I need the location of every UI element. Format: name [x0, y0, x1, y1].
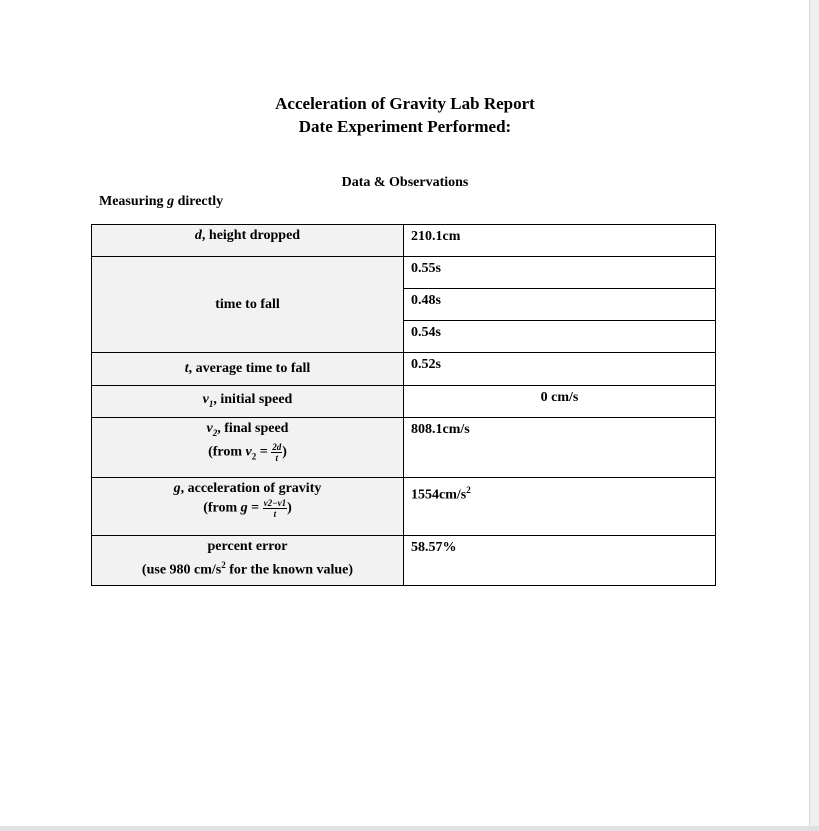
g-var: g — [173, 481, 181, 496]
table-row — [92, 418, 716, 478]
subheading — [99, 194, 223, 210]
percent-error-value[interactable]: 58.57% — [404, 536, 716, 586]
v1-text: , initial speed — [213, 391, 293, 407]
subheading-post: directly — [174, 194, 224, 209]
section-heading: Data & Observations — [341, 175, 469, 190]
data-table — [91, 224, 716, 586]
height-text: , height dropped — [201, 228, 301, 243]
avg-time-value[interactable]: 0.52s — [404, 353, 716, 386]
percent-error-label — [92, 536, 404, 586]
v1-sub: 1 — [208, 398, 214, 409]
avg-text: , average time to fall — [188, 361, 311, 376]
horizontal-scrollbar[interactable] — [0, 826, 819, 831]
v2-text: , final speed — [217, 421, 289, 436]
time-label: time to fall — [92, 257, 404, 353]
title-line-1: Acceleration of Gravity Lab Report — [275, 94, 535, 113]
avg-time-label — [92, 353, 404, 386]
table-row — [92, 386, 716, 418]
v2-fraction: $\frac{2d}{t}$ — [272, 441, 282, 463]
report-title — [0, 92, 810, 138]
v2-formula: (from $v_2$ = $\frac{2d}{t}$ ) — [208, 441, 287, 463]
g-formula: (from g = $\frac{v2-v1}{t}$ ) — [203, 498, 292, 519]
g-text: , acceleration of gravity — [180, 481, 322, 496]
vertical-scrollbar[interactable] — [809, 0, 819, 831]
g-label — [92, 478, 404, 536]
v2-sub: 2 — [212, 427, 218, 438]
time-value-3[interactable]: 0.54s — [404, 321, 716, 353]
g-value[interactable]: $1554cm/s^2$ — [404, 478, 716, 536]
time-value-2[interactable]: 0.48s — [404, 289, 716, 321]
time-value-1[interactable]: 0.55s — [404, 257, 716, 289]
table-row — [92, 225, 716, 257]
subheading-pre: Measuring — [99, 194, 168, 209]
table-row — [92, 257, 716, 289]
avg-var: t — [184, 361, 189, 376]
height-value[interactable]: 210.1cm — [404, 225, 716, 257]
g-fraction: $\frac{v2-v1}{t}$ — [263, 498, 287, 519]
pe-note: (use 980 $cm/s^2$ for the known value) — [141, 560, 354, 578]
pe-label-text: percent error — [207, 539, 288, 554]
v1-var: v — [202, 391, 209, 407]
v1-label — [92, 386, 404, 418]
v2-label — [92, 418, 404, 478]
table-row — [92, 478, 716, 536]
height-var: d — [194, 228, 202, 243]
v1-value[interactable]: 0 cm/s — [404, 386, 716, 418]
subheading-var: g — [167, 194, 175, 209]
height-label — [92, 225, 404, 257]
table-row — [92, 536, 716, 586]
v2-var: v — [206, 421, 213, 436]
title-line-2: Date Experiment Performed: — [298, 117, 512, 136]
table-row — [92, 353, 716, 386]
v2-value[interactable]: 808.1cm/s — [404, 418, 716, 478]
